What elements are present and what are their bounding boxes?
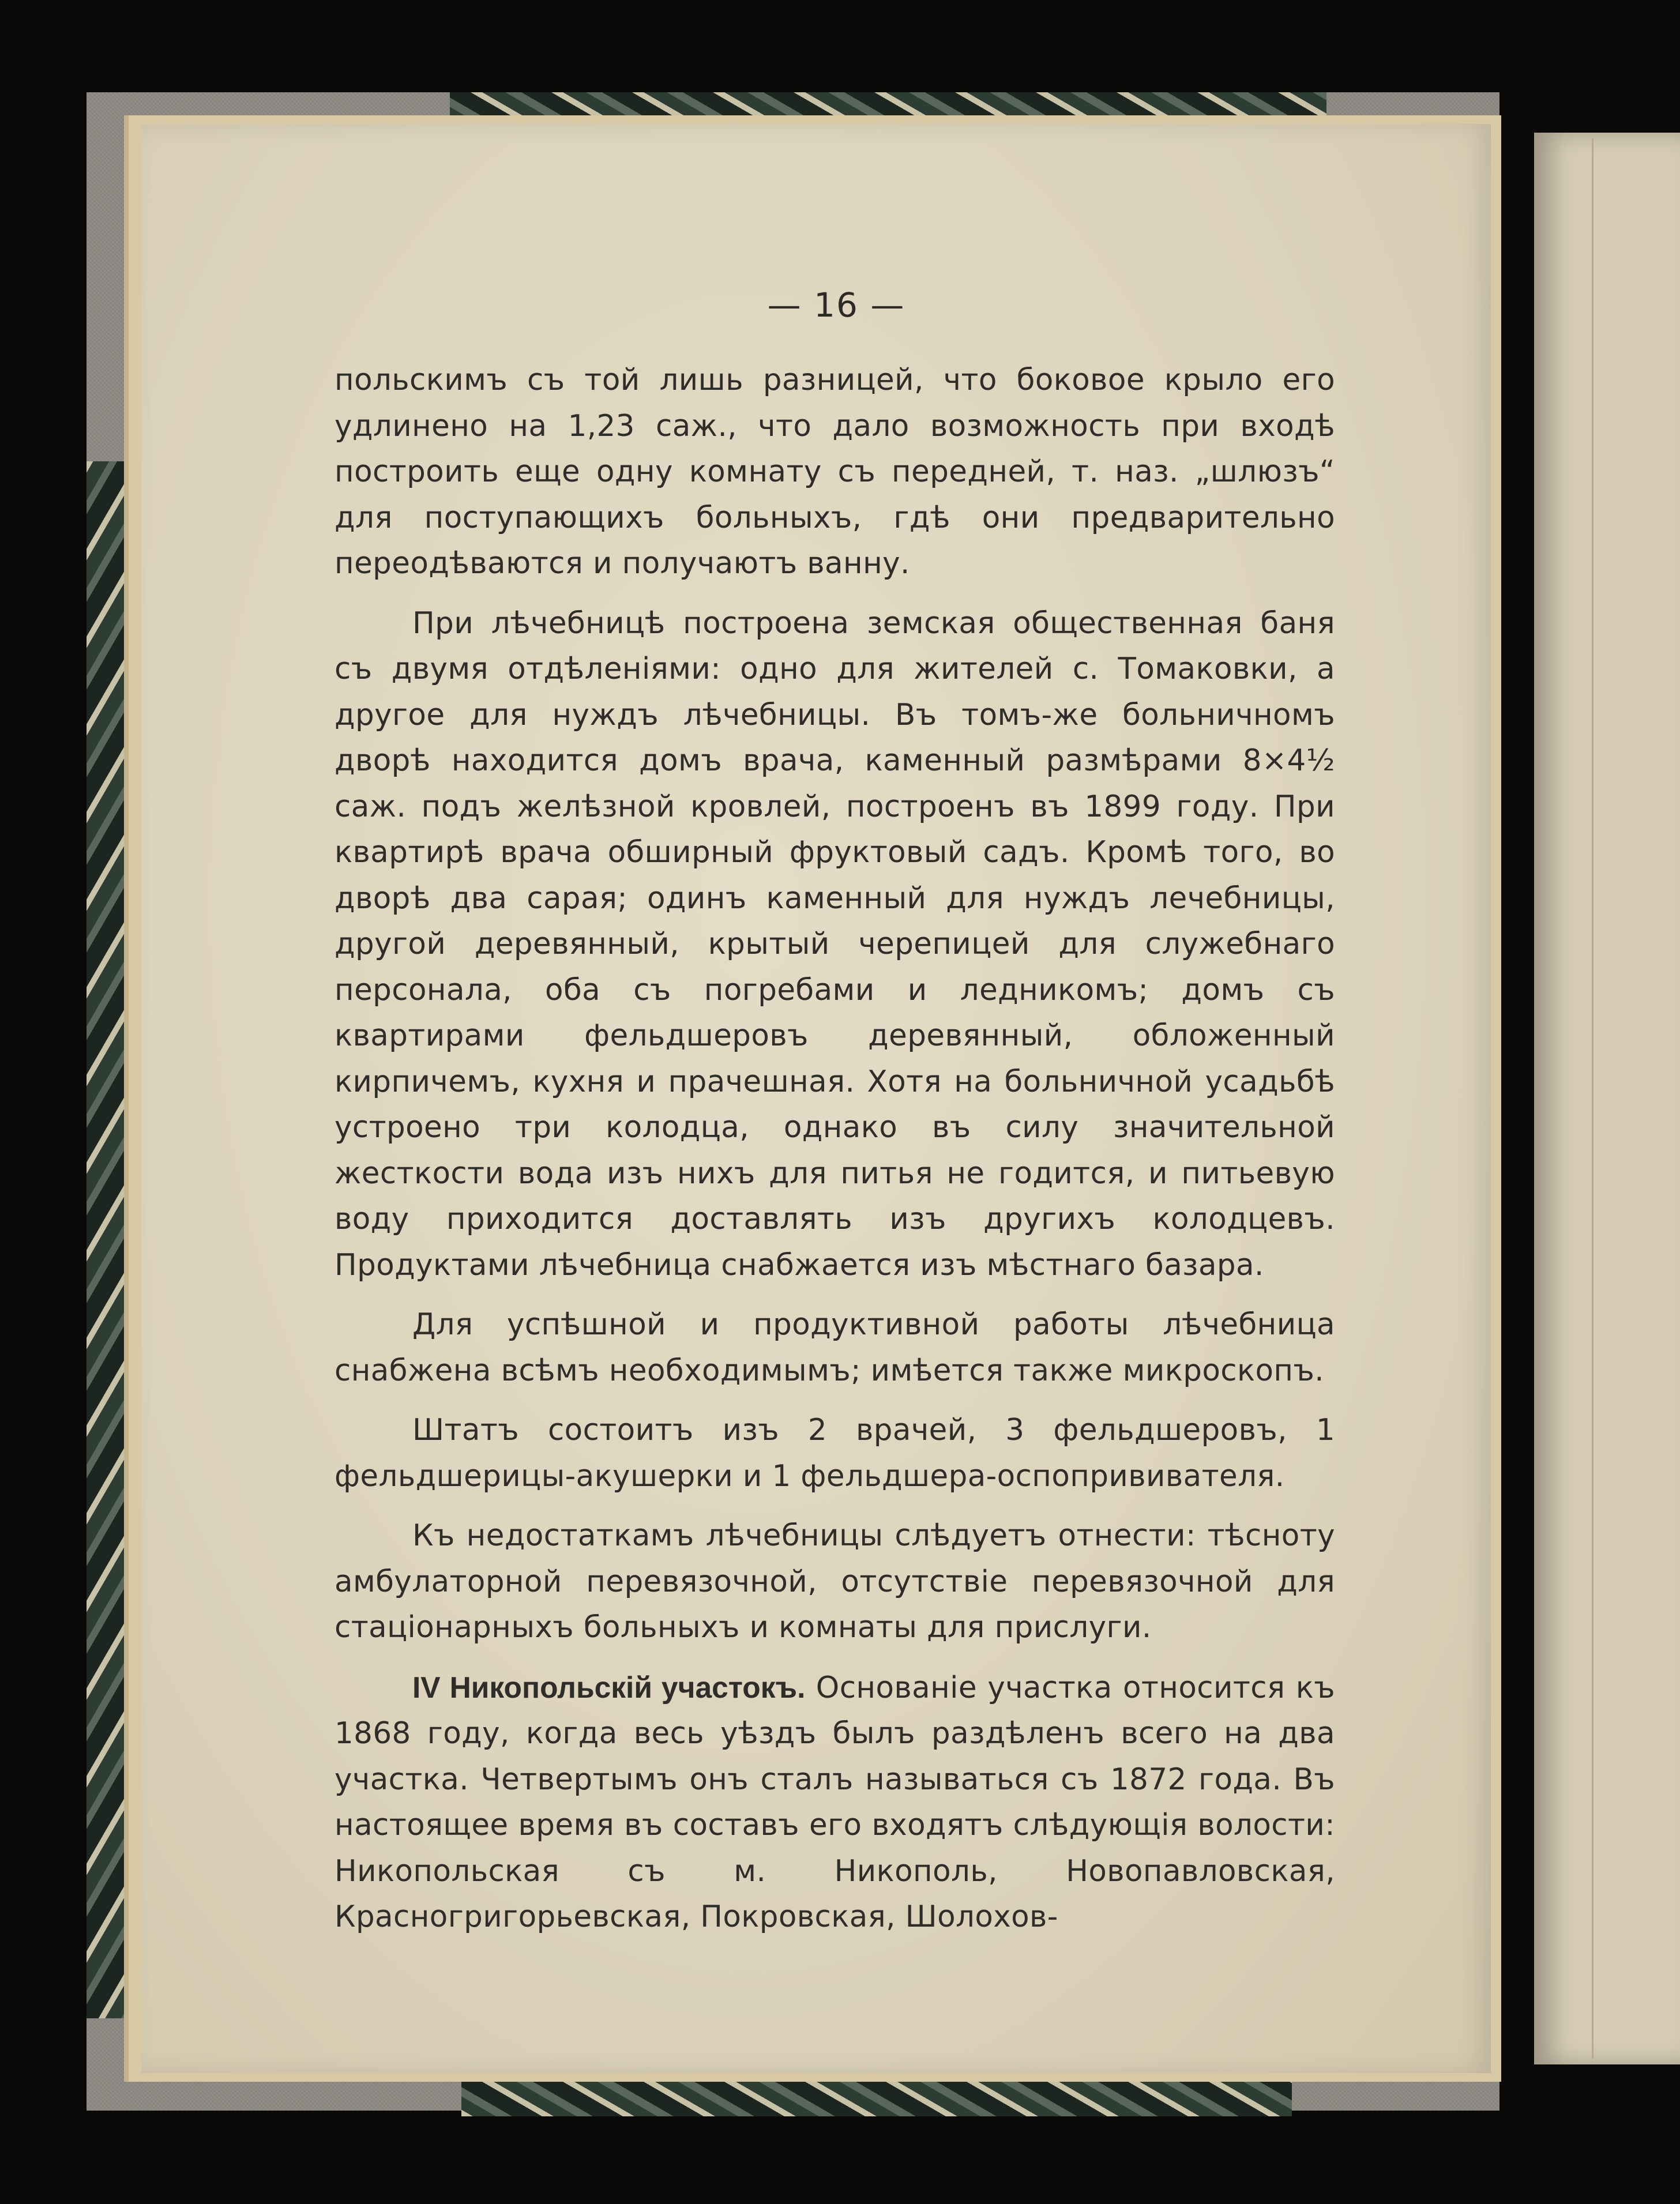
section-paragraph: [335, 1665, 1335, 1940]
paragraph-shortcomings: Къ недостаткамъ лѣчебницы слѣдуетъ отнести: тѣсноту амбулаторной перевязочной, отсутствіе перевязочной для стаціонарныхъ больныхъ и комнаты для прислуги.: [335, 1518, 1335, 1645]
paragraph-equipment: Для успѣшной и продуктивной работы лѣчебница снабжена всѣмъ необходимымъ; имѣется также микроскопъ.: [335, 1307, 1335, 1388]
facing-page-edge: [1592, 138, 1593, 2059]
marbled-edge-left: [87, 461, 127, 2018]
facing-page: [1534, 133, 1680, 2064]
section-heading: IV Никопольскій участокъ.: [412, 1670, 806, 1704]
page-number: — 16 —: [767, 285, 905, 325]
section-text: Основаніе участка относится къ 1868 году, когда весь уѣздъ былъ раздѣленъ всего на два участка. Четвертымъ онъ сталъ называться съ 1872 года. Въ настоящее время въ составъ его входятъ слѣдующія волости: Никопольская съ м. Никополь, Новопавловская, Красногригорьевская, Покровская, Шолохов-: [335, 1670, 1335, 1934]
paragraph-continued: польскимъ съ той лишь разницей, что боковое крыло его удлинено на 1,23 саж., что дало возможность при входѣ построить еще одну комнату съ передней, т. наз. „шлюзъ“ для поступающихъ больныхъ, гдѣ они предварительно переодѣваются и получаютъ ванну.: [335, 363, 1335, 581]
paragraph-staff: Штатъ состоитъ изъ 2 врачей, 3 фельдшеровъ, 1 фельдшерицы-акушерки и 1 фельдшера-оспопрививателя.: [335, 1413, 1335, 1494]
page-body-text: [335, 358, 1335, 1940]
paragraph-bathhouse: При лѣчебницѣ построена земская общественная баня съ двумя отдѣленіями: одно для жителей с. Томаковки, а другое для нуждъ лѣчебницы. Въ томъ-же больничномъ дворѣ находится домъ врача, каменный размѣрами 8×4½ саж. подъ желѣзной кровлей, построенъ въ 1899 году. При квартирѣ врача обширный фруктовый садъ. Кромѣ того, во дворѣ два сарая; одинъ каменный для нуждъ лечебницы, другой деревянный, крытый черепицей для служебнаго персонала, оба съ погребами и ледникомъ; домъ съ квартирами фельдшеровъ деревянный, обложенный кирпичемъ, кухня и прачешная. Хотя на больничной усадьбѣ устроено три колодца, однако въ силу значительной жесткости вода изъ нихъ для питья не годится, и питьевую воду приходится доставлять изъ другихъ колодцевъ. Продуктами лѣчебница снабжается изъ мѣстнаго базара.: [335, 605, 1335, 1282]
marbled-edge-bottom: [461, 2082, 1292, 2116]
